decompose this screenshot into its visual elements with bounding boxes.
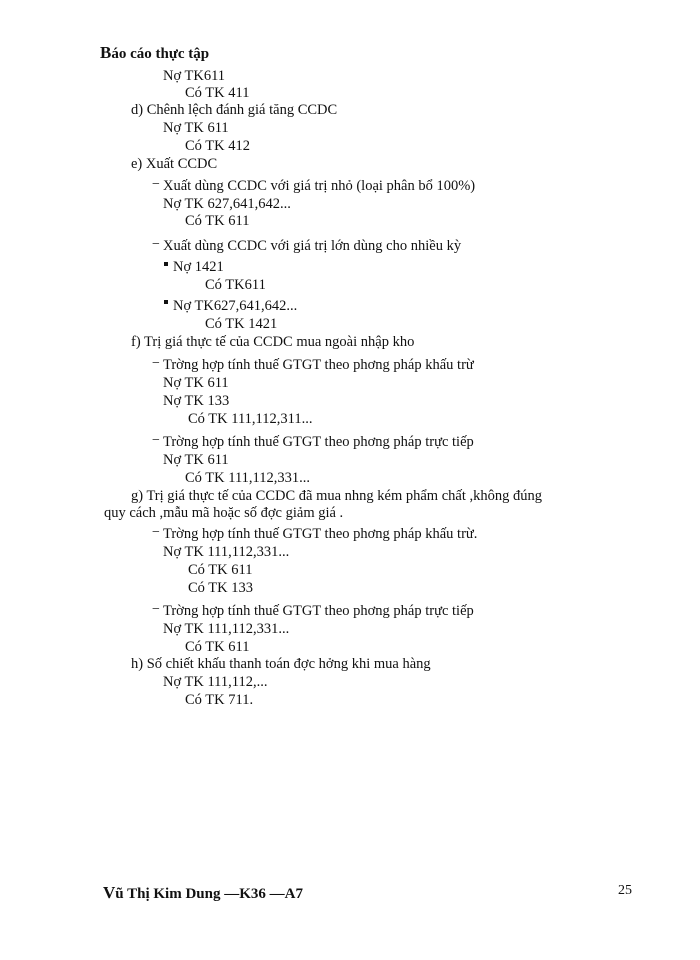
text-line: Có TK 611	[185, 213, 250, 229]
text-line: Có TK 611	[188, 562, 253, 578]
footer-first-letter: V	[103, 883, 116, 902]
text-line: Có TK611	[205, 277, 266, 293]
text-line: Trờng hợp tính thuế GTGT theo phơng pháp khấu trừ.	[163, 526, 478, 542]
dash-bullet: −	[152, 433, 160, 448]
text-line: Nợ TK 111,112,331...	[163, 544, 290, 560]
text-line: Nợ TK 611	[163, 120, 229, 136]
text-line: Nợ TK627,641,642...	[173, 298, 298, 314]
text-line: Trờng hợp tính thuế GTGT theo phơng pháp khấu trừ	[163, 357, 474, 373]
page-footer	[103, 884, 303, 903]
text-line: Nợ TK 111,112,331...	[163, 621, 290, 637]
text-line: Có TK 711.	[185, 692, 254, 708]
text-line: Nợ TK 611	[163, 375, 229, 391]
text-line: Xuất dùng CCDC với giá trị lớn dùng cho nhiều kỳ	[163, 238, 462, 254]
text-line: Có TK 412	[185, 138, 250, 154]
text-line: Nợ TK 111,112,...	[163, 674, 268, 690]
dash-bullet: −	[152, 525, 160, 540]
dash-bullet: −	[152, 237, 160, 252]
section-heading-e: e) Xuất CCDC	[131, 156, 218, 172]
text-line: Xuất dùng CCDC với giá trị nhỏ (loại phân bổ 100%)	[163, 178, 476, 194]
text-line: Có TK 133	[188, 580, 253, 596]
text-line: Nợ TK 611	[163, 452, 229, 468]
page-number: 25	[618, 883, 632, 898]
text-line: quy cách ,mẫu mã hoặc số đợc giảm giá .	[104, 505, 344, 521]
header-title: áo cáo thực tập	[111, 46, 210, 62]
text-line: Nợ 1421	[173, 259, 224, 275]
dash-bullet: −	[152, 177, 160, 192]
text-line: Nợ TK 133	[163, 393, 230, 409]
dash-bullet: −	[152, 356, 160, 371]
text-line: Có TK 611	[185, 639, 250, 655]
text-line: Có TK 111,112,311...	[188, 411, 313, 427]
section-heading-h: h) Số chiết khấu thanh toán đợc hởng khi mua hàng	[131, 656, 431, 672]
square-bullet	[164, 300, 168, 304]
text-line: Nợ TK 627,641,642...	[163, 196, 291, 212]
dash-bullet: −	[152, 602, 160, 617]
text-line: Có TK 111,112,331...	[185, 470, 310, 486]
section-heading-d: d) Chênh lệch đánh giá tăng CCDC	[131, 102, 338, 118]
text-line: Trờng hợp tính thuế GTGT theo phơng pháp trực tiếp	[163, 603, 474, 619]
section-heading-f: f) Trị giá thực tế của CCDC mua ngoài nhập kho	[131, 334, 415, 350]
text-line: Có TK 1421	[205, 316, 278, 332]
text-line: Nợ TK611	[163, 68, 226, 84]
footer-author: ũ Thị Kim Dung —K36 —A7	[115, 886, 303, 902]
square-bullet	[164, 262, 168, 266]
header-first-letter: B	[100, 43, 112, 62]
text-line: Có TK 411	[185, 85, 250, 101]
page-header	[100, 44, 209, 63]
section-heading-g: g) Trị giá thực tế của CCDC đã mua nhng kém phẩm chất ,không đúng	[131, 488, 542, 504]
text-line: Trờng hợp tính thuế GTGT theo phơng pháp trực tiếp	[163, 434, 474, 450]
